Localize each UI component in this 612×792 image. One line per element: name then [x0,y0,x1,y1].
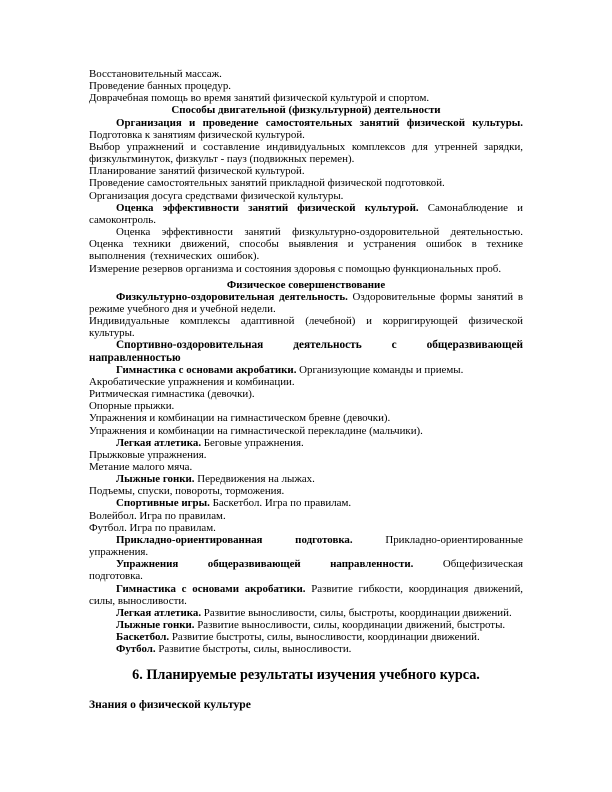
section-title: Способы двигательной (физкультурной) деятельности [171,104,441,117]
paragraph: Упражнения и комбинации на гимнастическом бревне (девочки). [89,412,391,425]
bold-lead: Упражнения общеразвивающей направленности. [116,558,414,571]
paragraph: Планирование занятий физической культурой. [89,165,305,178]
paragraph: Упражнения и комбинации на гимнастической перекладине (мальчики). [89,424,423,437]
paragraph-text: Развитие быстроты, силы, выносливости. [155,643,352,656]
paragraph-evaluation [89,202,523,226]
bold-lead: Прикладно-ориентированная подготовка. [116,533,353,546]
bold-lead: Футбол. [116,643,156,656]
paragraph: Проведение самостоятельных занятий прикладной физической подготовкой. [89,177,445,190]
paragraph: Акробатические упражнения и комбинации. [89,375,295,388]
bold-lead: Лыжные гонки. [116,619,195,632]
paragraph-text: Передвижения на лыжах. [194,473,315,486]
paragraph-sport-games [89,497,523,509]
paragraph-text: Самонаблюдение и самоконтроль. [89,201,523,226]
paragraph-basketball [89,631,523,643]
bold-lead: Лыжные гонки. [116,473,195,486]
paragraph-text: Подготовка к занятиям физической культурой. [89,128,305,141]
paragraph: Оценка эффективности занятий физкультурно-оздоровительной деятельностью. Оценка техники движений, способы выявления и устранения ошибок в технике выполнения (технических ошибок). [89,226,523,263]
paragraph-text: Беговые упражнения. [201,436,304,449]
bold-lead: Гимнастика с основами акробатики. [116,363,297,376]
paragraph-text: Оздоровительные формы занятий в режиме учебного дня и учебной недели. [89,290,523,315]
paragraph: Футбол. Игра по правилам. [89,521,216,534]
paragraph: Измерение резервов организма и состояния здоровья с помощью функциональных проб. [89,262,502,275]
paragraph-athletics [89,437,523,449]
paragraph: Индивидуальные комплексы адаптивной (лечебной) и корригирующей физической культуры. [89,315,523,340]
paragraph-text: Прикладно-ориентированные упражнения. [89,533,523,559]
paragraph: Опорные прыжки. [89,400,175,413]
text-line: Доврачебная помощь во время занятий физической культурой и спортом. [89,92,430,105]
bold-lead: Физкультурно-оздоровительная деятельность. [116,290,348,303]
text-line: Проведение банных процедур. [89,80,232,93]
section-heading-6: 6. Планируемые результаты изучения учебного курса. [132,666,480,683]
bold-lead: Оценка эффективности занятий физической культурой. [116,201,419,214]
paragraph-football [89,643,523,655]
bold-lead: Спортивные игры. [116,497,210,510]
paragraph-text: Развитие выносливости, силы, быстроты, координации движений. [201,606,512,619]
paragraph-athletics-dev [89,607,523,619]
paragraph-skiing [89,473,523,485]
bold-lead: Легкая атлетика. [116,606,202,619]
paragraph: Прыжковые упражнения. [89,448,207,461]
bold-lead: Гимнастика с основами акробатики. [116,582,306,595]
bold-lead: Легкая атлетика. [116,436,202,449]
paragraph-text: Развитие быстроты, силы, выносливости, координации движений. [169,631,480,644]
subsection-knowledge: Знания о физической культуре [89,697,251,711]
paragraph: Подъемы, спуски, повороты, торможения. [89,485,285,498]
paragraph-organization [89,117,523,141]
subsection-title: Физическое совершенствование [226,278,386,291]
paragraph-text: Организующие команды и приемы. [296,363,464,376]
subsection-heading: Спортивно-оздоровительная деятельность с общеразвивающей направленностью [89,339,523,364]
bold-lead: Баскетбол. [116,631,170,644]
bold-lead: Организация и проведение самостоятельных занятий физической культуры. [116,116,523,129]
text-line: Восстановительный массаж. [89,68,222,80]
paragraph-gymnastics-dev [89,583,523,607]
paragraph: Метание малого мяча. [89,461,193,473]
paragraph: Выбор упражнений и составление индивидуальных комплексов для утренней зарядки, физкультминуток, физкульт - пауз (подвижных перемен). [89,140,523,166]
document-page [89,68,523,723]
paragraph: Ритмическая гимнастика (девочки). [89,388,255,401]
paragraph-text: Баскетбол. Игра по правилам. [209,497,352,510]
paragraph: Волейбол. Игра по правилам. [89,509,226,522]
paragraph-text: Общефизическая подготовка. [89,558,523,583]
paragraph-applied [89,534,523,558]
paragraph-general-exercises [89,558,523,582]
paragraph-gymnastics [89,364,523,376]
paragraph: Организация досуга средствами физической культуры. [89,189,344,202]
paragraph-fitness [89,291,523,315]
paragraph-text: Развитие выносливости, силы, координации движений, быстроты. [194,619,506,632]
paragraph-text: Развитие гибкости, координация движений, силы, выносливости. [89,582,523,607]
paragraph-skiing-dev [89,619,523,631]
